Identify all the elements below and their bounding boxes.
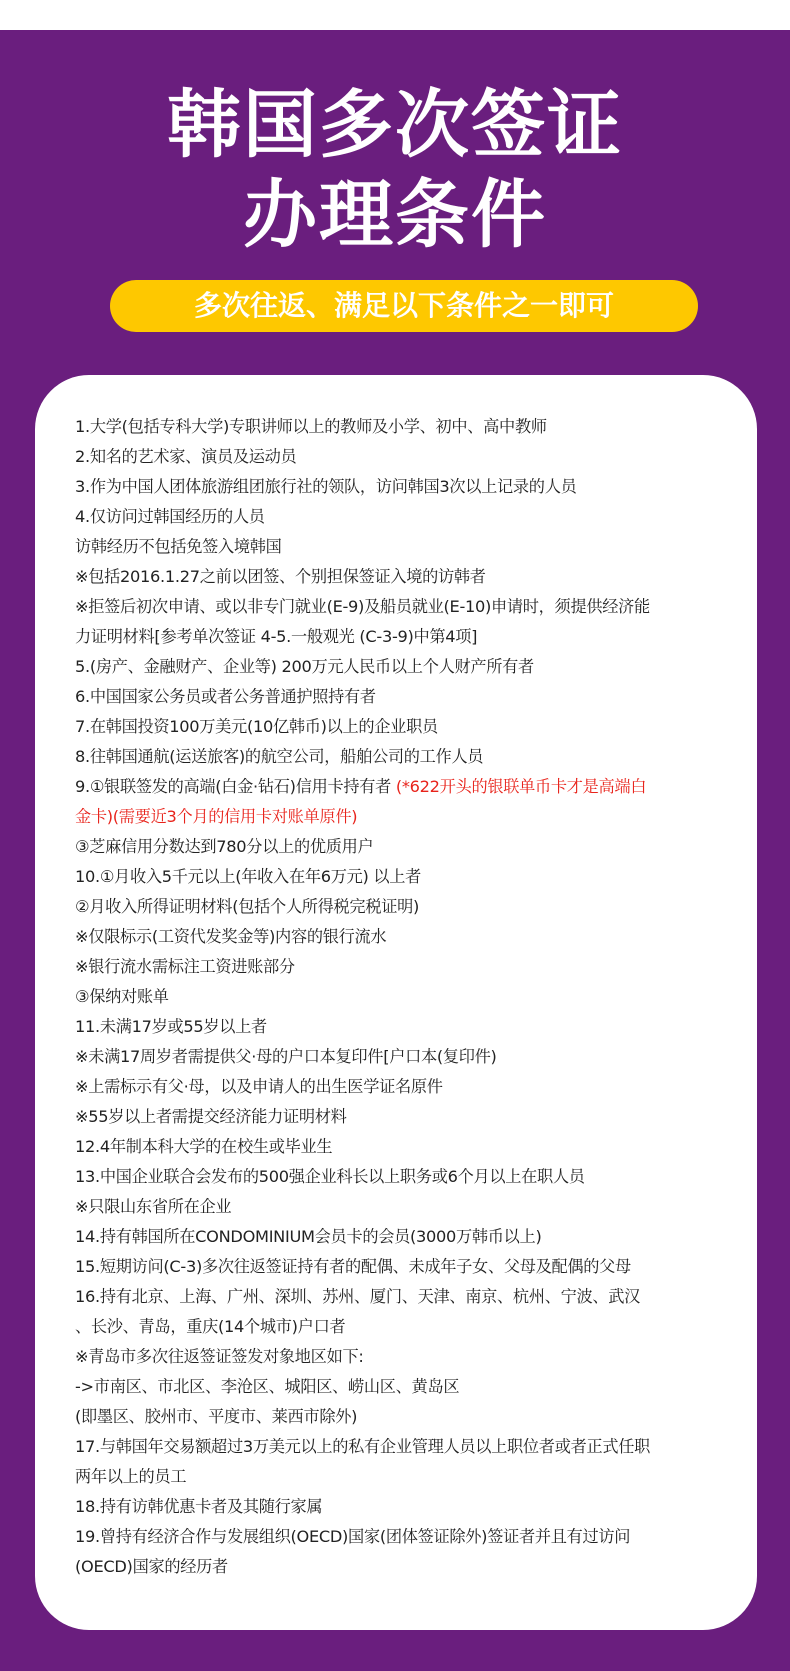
condition-line: 3.作为中国人团体旅游组团旅行社的领队，访问韩国3次以上记录的人员 — [75, 477, 577, 496]
subtitle-banner: 多次往返、满足以下条件之一即可 — [110, 280, 698, 332]
condition-line-highlight: 金卡)(需要近3个月的信用卡对账单原件) — [75, 807, 358, 826]
condition-line: 、长沙、青岛，重庆(14个城市)户口者 — [75, 1317, 346, 1336]
condition-line: 18.持有访韩优惠卡者及其随行家属 — [75, 1497, 323, 1516]
condition-line: 两年以上的员工 — [75, 1467, 187, 1486]
condition-line: 8.往韩国通航(运送旅客)的航空公司，船舶公司的工作人员 — [75, 747, 484, 766]
condition-line: 16.持有北京、上海、广州、深圳、苏州、厦门、天津、南京、杭州、宁波、武汉 — [75, 1287, 641, 1306]
condition-line: 13.中国企业联合会发布的500强企业科长以上职务或6个月以上在职人员 — [75, 1167, 585, 1186]
condition-line: 17.与韩国年交易额超过3万美元以上的私有企业管理人员以上职位者或者正式任职 — [75, 1437, 651, 1456]
condition-9-text: 9.①银联签发的高端(白金·钻石)信用卡持有者 — [75, 777, 396, 796]
condition-line: ※只限山东省所在企业 — [75, 1197, 232, 1216]
condition-line: ※青岛市多次往返签证签发对象地区如下: — [75, 1347, 364, 1366]
page-title-line-2: 办理条件 — [243, 172, 547, 258]
condition-line: ->市南区、市北区、李沧区、城阳区、崂山区、黄岛区 — [75, 1377, 460, 1396]
page-title-line-1: 韩国多次签证 — [167, 82, 623, 168]
condition-line: 12.4年制本科大学的在校生或毕业生 — [75, 1137, 333, 1156]
condition-line-9 — [75, 772, 760, 802]
condition-line: ※包括2016.1.27之前以团签、个别担保签证入境的访韩者 — [75, 567, 486, 586]
poster-background — [0, 30, 790, 1671]
condition-line: 14.持有韩国所在CONDOMINIUM会员卡的会员(3000万韩币以上) — [75, 1227, 542, 1246]
condition-line: ※银行流水需标注工资进账部分 — [75, 957, 295, 976]
conditions-list — [75, 412, 760, 1582]
condition-line: 4.仅访问过韩国经历的人员 — [75, 507, 265, 526]
condition-line: (OECD)国家的经历者 — [75, 1557, 228, 1576]
condition-line: ※55岁以上者需提交经济能力证明材料 — [75, 1107, 347, 1126]
condition-line: ③芝麻信用分数达到780分以上的优质用户 — [75, 837, 374, 856]
condition-line: (即墨区、胶州市、平度市、莱西市除外) — [75, 1407, 358, 1426]
condition-line: 1.大学(包括专科大学)专职讲师以上的教师及小学、初中、高中教师 — [75, 417, 547, 436]
condition-line: 15.短期访问(C-3)多次往返签证持有者的配偶、未成年子女、父母及配偶的父母 — [75, 1257, 631, 1276]
condition-line: 19.曾持有经济合作与发展组织(OECD)国家(团体签证除外)签证者并且有过访问 — [75, 1527, 631, 1546]
condition-line: 10.①月收入5千元以上(年收入在年6万元) 以上者 — [75, 867, 422, 886]
condition-line: 5.(房产、金融财产、企业等) 200万元人民币以上个人财产所有者 — [75, 657, 534, 676]
condition-line: 7.在韩国投资100万美元(10亿韩币)以上的企业职员 — [75, 717, 438, 736]
condition-line: ※仅限标示(工资代发奖金等)内容的银行流水 — [75, 927, 387, 946]
condition-line: ※拒签后初次申请、或以非专门就业(E-9)及船员就业(E-10)申请时，须提供经济能 — [75, 597, 650, 616]
condition-line: 访韩经历不包括免签入境韩国 — [75, 537, 282, 556]
condition-line: ②月收入所得证明材料(包括个人所得税完税证明) — [75, 897, 419, 916]
condition-line: 力证明材料[参考单次签证 4-5.一般观光 (C-3-9)中第4项] — [75, 627, 478, 646]
condition-line: ※未满17周岁者需提供父·母的户口本复印件[户口本(复印件) — [75, 1047, 497, 1066]
condition-line: 6.中国国家公务员或者公务普通护照持有者 — [75, 687, 376, 706]
condition-9-highlight: (*622开头的银联单币卡才是高端白 — [395, 777, 647, 796]
condition-line: 11.未满17岁或55岁以上者 — [75, 1017, 267, 1036]
condition-line: ※上需标示有父·母，以及申请人的出生医学证名原件 — [75, 1077, 443, 1096]
condition-line: 2.知名的艺术家、演员及运动员 — [75, 447, 297, 466]
condition-line: ③保纳对账单 — [75, 987, 169, 1006]
conditions-card — [35, 375, 757, 1630]
